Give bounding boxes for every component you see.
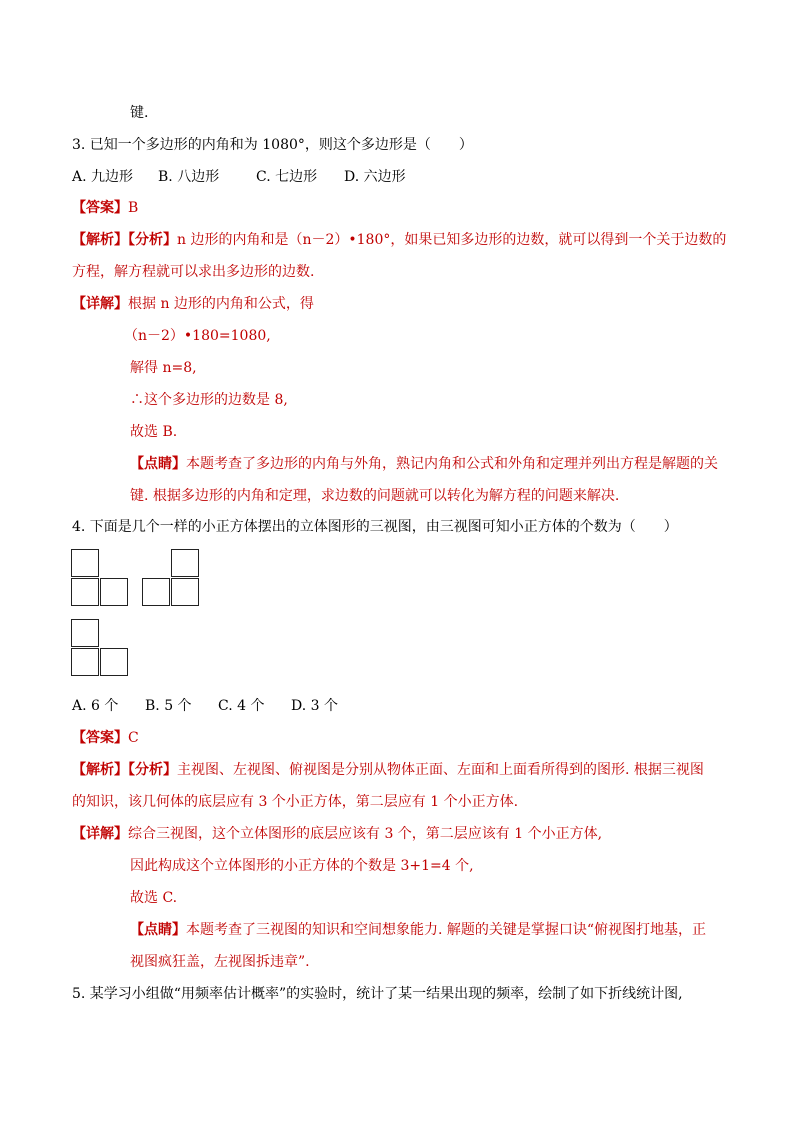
detail-tag: 【详解】 (72, 826, 128, 842)
continued-text: 键. (130, 105, 149, 121)
detail-tag: 【详解】 (72, 296, 128, 312)
analysis-text: 主视图、左视图、俯视图是分别从物体正面、左面和上面看所得到的图形. 根据三视图 (177, 762, 704, 778)
comment-tag: 【点睛】 (130, 456, 186, 472)
q3-detail-line-4: ∴这个多边形的边数是 8, (130, 392, 288, 408)
q3-detail-line-2: （n－2）•180=1080, (124, 328, 271, 344)
q3-option-b: B. 八边形 (158, 169, 220, 185)
view-cell (71, 648, 99, 676)
q4-detail-line-2: 因此构成这个立体图形的小正方体的个数是 3+1=4 个, (130, 858, 474, 874)
q4-option-d: D. 3 个 (291, 698, 338, 714)
view-cell (100, 648, 128, 676)
analysis-text: n 边形的内角和是（n－2）•180°，如果已知多边形的边数，就可以得到一个关于边数的 (177, 232, 727, 248)
comment-text: 本题考查了多边形的内角与外角，熟记内角和公式和外角和定理并列出方程是解题的关 (186, 456, 718, 472)
view-cell (71, 619, 99, 647)
q3-detail-line-1 (72, 294, 314, 314)
q3-option-a: A. 九边形 (72, 169, 134, 185)
left-view-figure (142, 549, 202, 609)
detail-text: 综合三视图，这个立体图形的底层应该有 3 个，第二层应该有 1 个小正方体, (128, 826, 603, 842)
q4-option-a: A. 6 个 (72, 698, 119, 714)
q3-detail-line-3: 解得 n=8, (130, 360, 197, 376)
q3-detail-line-5: 故选 B. (130, 424, 178, 440)
q4-analysis-line-2: 的知识，该几何体的底层应有 3 个小正方体，第二层应有 1 个小正方体. (72, 794, 519, 810)
comment-tag: 【点睛】 (130, 922, 186, 938)
q3-stem: 3. 已知一个多边形的内角和为 1080°，则这个多边形是（ ） (72, 137, 473, 153)
answer-tag: 【答案】 (72, 730, 128, 746)
front-view-figure (71, 549, 131, 609)
detail-text: 根据 n 边形的内角和公式，得 (128, 296, 314, 312)
q3-option-d: D. 六边形 (344, 169, 406, 185)
view-cell (100, 578, 128, 606)
answer-value: B (128, 200, 139, 216)
view-cell (71, 549, 99, 577)
comment-text: 本题考查了三视图的知识和空间想象能力. 解题的关键是掌握口诀“俯视图打地基，正 (186, 922, 707, 938)
answer-tag: 【答案】 (72, 200, 128, 216)
analysis-tag: 【解析】【分析】 (72, 232, 177, 248)
q4-options (72, 696, 338, 716)
view-cell (171, 578, 199, 606)
q4-comment-line-1 (130, 920, 706, 940)
q4-answer (72, 728, 139, 748)
q4-stem: 4. 下面是几个一样的小正方体摆出的立体图形的三视图，由三视图可知小正方体的个数为（ ） (72, 519, 678, 535)
q4-detail-line-3: 故选 C. (130, 890, 178, 906)
q3-options (72, 167, 406, 187)
q4-option-b: B. 5 个 (145, 698, 192, 714)
view-cell (142, 578, 170, 606)
answer-value: C (128, 730, 139, 746)
q3-analysis-line-2: 方程，解方程就可以求出多边形的边数. (72, 264, 315, 280)
top-view-figure (71, 619, 131, 679)
q4-comment-line-2: 视图疯狂盖，左视图拆违章”. (130, 954, 310, 970)
analysis-tag: 【解析】【分析】 (72, 762, 177, 778)
q3-option-c: C. 七边形 (256, 169, 318, 185)
q4-detail-line-1 (72, 824, 602, 844)
q3-comment-line-2: 键. 根据多边形的内角和定理，求边数的问题就可以转化为解方程的问题来解决. (130, 488, 620, 504)
q3-analysis-line-1 (72, 230, 726, 250)
q3-answer (72, 198, 138, 218)
q4-analysis-line-1 (72, 760, 704, 780)
q3-comment-line-1 (130, 454, 718, 474)
view-cell (71, 578, 99, 606)
q4-option-c: C. 4 个 (218, 698, 265, 714)
q5-stem: 5. 某学习小组做“用频率估计概率”的实验时，统计了某一结果出现的频率，绘制了如下折线统计图, (72, 986, 683, 1002)
view-cell (171, 549, 199, 577)
